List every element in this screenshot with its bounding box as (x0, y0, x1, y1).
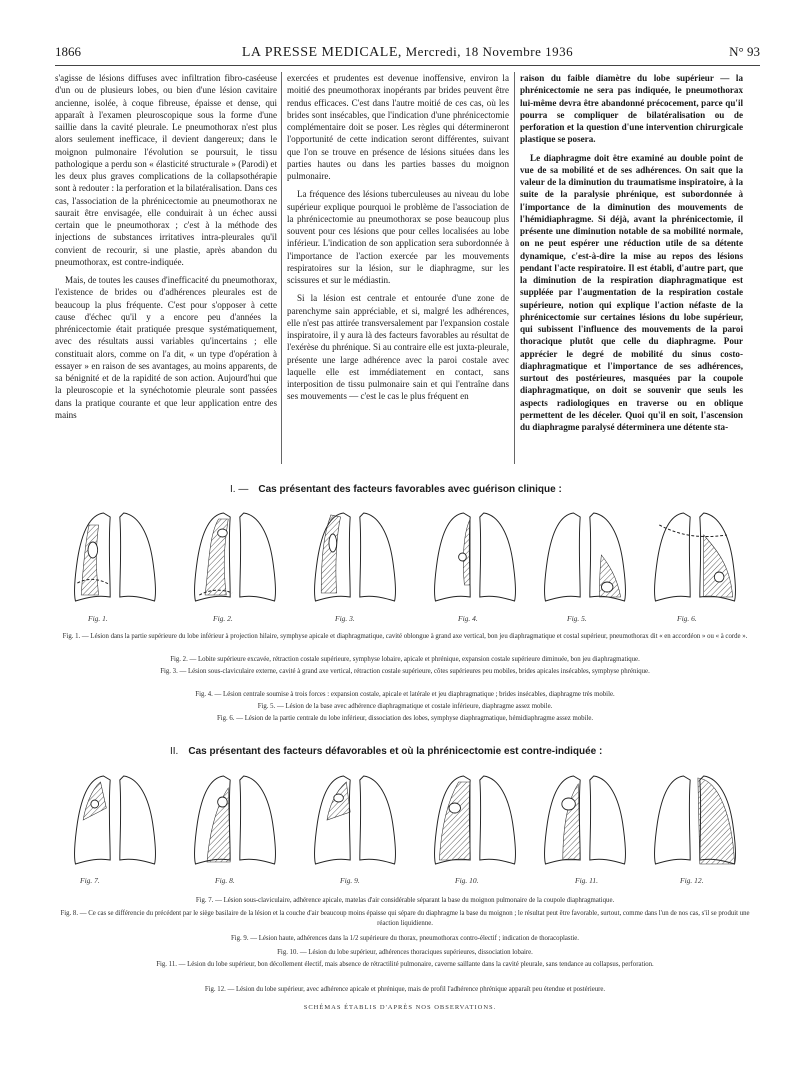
figure-caption: Fig. 1. — Lésion dans la partie supérieure du lobe inférieur à projection hilaire, symphyse apicale et diaphragmatique, cavité oblongue à grand axe vertical, bon jeu diaphragmatique et costal supérieur, pneumothorax dit « en accordéon » ou « à corde ». (62, 633, 748, 640)
text-column-3 (520, 72, 743, 464)
lung-figure (530, 505, 640, 609)
issue-date: Mercredi, 18 Novembre 1936 (405, 44, 574, 59)
cavity (334, 794, 344, 802)
lung-figure (420, 768, 530, 872)
lesion-hatch (81, 525, 98, 595)
cavity (91, 800, 99, 808)
figure-label: Fig. 1. (88, 614, 108, 623)
figure-caption: Fig. 12. — Lésion du lobe supérieur, avec adhérence apicale et phrénique, mais de profil l'adhérence phrénique apparaît peu étendue et postérieure. (204, 986, 606, 993)
figure-row-1 (60, 505, 750, 609)
paragraph: Si la lésion est centrale et entourée d'une zone de parenchyme sain appréciable, et si, malgré les adhérences, elle n'est pas attirée transversalement par l'expansion costale inspiratoire, il y aura là des facteurs favorables au résultat de l'exérèse du phrénique. Si au contraire elle est juxta-pleurale, présente une large adhérence avec la paroi costale avec laquelle elle est immédiatement en contact, sans interposition de tissu pulmonaire sain et qui l'entraîne dans ses mouvements — c'est le cas le plus fréquent en (287, 293, 509, 402)
paragraph: La fréquence des lésions tuberculeuses au niveau du lobe supérieur explique pourquoi le problème de l'association de la phrénicectomie au pneumothorax se pose beaucoup plus souvent pour ces lésions que pour celles localisées au lobe inférieur. L'indication de son application sera subordonnée à l'importance de l'action exercée par les mouvements respiratoires sur la lésion, sur le diaphragme, sur les scissures et sur le médiastin. (287, 189, 509, 285)
cavity (459, 553, 467, 561)
lung-figure (530, 768, 640, 872)
lung-outline (480, 776, 516, 864)
lung-outline (120, 776, 156, 864)
page-header (55, 44, 760, 64)
cavity (601, 582, 613, 592)
figure-caption: Fig. 11. — Lésion du lobe supérieur, bon décollement électif, mais absence de rétractilité pulmonaire, caverne saillante dans la cavité pleurale, sans tendance au collapsus, perforation. (156, 961, 654, 968)
paragraph: raison du faible diamètre du lobe supérieur — la phrénicectomie ne sera pas indiquée, le pneumothorax lui-même devra être abandonné précocement, parce qu'il pourra se compliquer de bilatéralisation ou de perforation et la question d'une intervention chirurgicale plastique se posera. (520, 73, 743, 145)
lung-outline (120, 513, 156, 601)
lung-figure (60, 505, 170, 609)
lung-outline (544, 513, 580, 601)
text-column-2 (287, 72, 509, 464)
issue-number: N° 93 (729, 44, 760, 59)
cavity (714, 572, 724, 582)
figure-label: Fig. 4. (458, 614, 478, 623)
journal-name: LA PRESSE MEDICALE, (241, 45, 402, 60)
figure-caption: Fig. 7. — Lésion sous-claviculaire, adhérence apicale, matelas d'air considérable séparant la base du moignon pulmonaire de la coupole diaphragmatique. (195, 897, 615, 904)
figure-caption: Fig. 5. — Lésion de la base avec adhérence diaphragmatique et costale inférieure, diaphragme assez mobile. (257, 703, 553, 710)
text-column-1 (55, 72, 277, 464)
lesion-hatch (698, 778, 735, 864)
figure-label: Fig. 6. (677, 614, 697, 623)
lung-outline (654, 776, 690, 864)
lung-outline (480, 513, 516, 601)
section-number: I. — (230, 484, 249, 495)
figure-caption: Fig. 3. — Lésion sous-claviculaire externe, cavité à grand axe vertical, rétraction costale supérieure, côtes supérieures peu mobiles, brides apicales insécables, symphyse phrénique. (160, 668, 650, 675)
figures-footnote: SCHÉMAS ÉTABLIS D'APRÈS NOS OBSERVATIONS. (303, 1004, 497, 1011)
lung-figure (640, 768, 750, 872)
lung-figure (640, 505, 750, 609)
lung-figure (420, 505, 530, 609)
figure-label: Fig. 7. (80, 876, 100, 885)
figure-label: Fig. 12. (680, 876, 704, 885)
cavity (329, 534, 337, 552)
lung-figure (300, 505, 410, 609)
figure-caption: Fig. 4. — Lésion centrale soumise à trois forces : expansion costale, apicale et latérale et jeu diaphragmatique ; brides insécables, diaphragme très mobile. (195, 691, 615, 698)
figure-label: Fig. 5. (567, 614, 587, 623)
paragraph: s'agisse de lésions diffuses avec infiltration fibro-caséeuse d'un ou de plusieurs lobes, ou bien d'une lésion cavitaire ancienne, isolée, à coque fibreuse, épaisse et dense, qui apparaît à l'examen pleuroscopique sous la forme d'une saillie dans la cavité pleurale. Le pneumothorax n'est plus alors seulement inefficace, il devient dangereux; dans le moignon pulmonaire l'évolution se poursuit, le tissu pathologique a perdu son « élasticité structurale » (Parodi) et les deux plus graves complications de la collapsothérapie sont à redouter : la perforation et la bilatéralisation. Dans ces cas, l'association de la phrénicectomie au pneumothorax ne saurait être envisagée, elle conduirait à un échec aussi certain que le pneumothorax ; c'est à la méthode des injections de substances irritatives intra-pleurales qu'il convient de recourir, si une plastie, après abandon du pneumothorax, est contre-indiquée. (55, 73, 277, 267)
lung-outline (360, 776, 396, 864)
cavity (449, 803, 461, 813)
section-title: Cas présentant des facteurs défavorables et où la phrénicectomie est contre-indiquée : (188, 746, 603, 757)
lesion-hatch (563, 784, 580, 860)
figure-label: Fig. 10. (455, 876, 479, 885)
paragraph: exercées et prudentes est devenue inoffensive, environ la moitié des pneumothorax inopérants par brides peuvent être rendus efficaces. C'est dans l'autre moitié de ces cas, où les brides sont insécables, que l'indication d'une phrénicectomie complémentaire doit se poser. Les règles qui détermineront l'opportunité de cette indication seront différentes, suivant que l'on se trouve en présence de lésions situées dans les parties hautes ou dans les parties basses du moignon pulmonaire. (287, 73, 509, 181)
lung-outline (590, 776, 626, 864)
figure-caption: Fig. 2. — Lobite supérieure excavée, rétraction costale supérieure, symphyse lobaire, apicale et phrénique, expansion costale supérieure diminuée, bon jeu diaphragmatique. (170, 656, 640, 663)
figure-row-2 (60, 768, 750, 872)
figure-label: Fig. 2. (213, 614, 233, 623)
figure-caption: Fig. 9. — Lésion haute, adhérences dans la 1/2 supérieure du thorax, pneumothorax contro-électif ; indication de thoracoplastie. (230, 935, 580, 942)
page-number: 1866 (55, 44, 81, 59)
lesion-hatch (439, 782, 470, 860)
lung-figure (180, 505, 290, 609)
figure-label: Fig. 9. (340, 876, 360, 885)
paragraph: Le diaphragme doit être examiné au double point de vue de sa mobilité et de ses adhérences. On sait que la valeur de la diminution du traumatisme inspiratoire, à la suite de la paralysie phrénique, est subordonnée à l'importance de la diminution des mouvements de l'hémidiaphragme. Si déjà, avant la phrénicectomie, il présente une diminution notable de sa mobilité normale, on ne peut espérer une réduction utile de sa détente dynamique, c'est-à-dire la mise au repos des lésions pendant l'acte respiratoire. Il est établi, d'autre part, que la diminution de la respiration diaphragmatique est suppléée par l'augmentation de la respiration costale supérieure, notion qui explique l'action néfaste de la phrénicectomie sur certaines lésions du lobe supérieur, qui subissent l'influence des mouvements de la paroi thoracique plutôt que celle du diaphragme. Pour apprécier le degré de mobilité du sinus costo-diaphragmatique et l'importance de ses adhérences, surtout des postérieures, masquées par la coupole diaphragmatique, on doit se souvenir que seuls les aspects radiologiques en traverse ou en oblique permettent de les déceler. Quoi qu'il en soit, l'ascension du diaphragme paralysé déterminera une détente sta- (520, 152, 743, 432)
section-title: Cas présentant des facteurs favorables avec guérison clinique : (258, 484, 562, 495)
cavity (562, 798, 576, 810)
lung-outline (74, 776, 110, 864)
lung-figure (180, 768, 290, 872)
section-1-heading (55, 484, 760, 495)
cavity (218, 797, 228, 807)
section-number: II. (170, 746, 179, 757)
lung-outline (240, 513, 276, 601)
diaphragm-line (659, 525, 727, 537)
section-2-heading (55, 746, 760, 757)
lesion-hatch (463, 519, 470, 585)
cavity (218, 529, 228, 537)
running-title (55, 44, 760, 61)
figure-caption: Fig. 8. — Ce cas se différencie du précédent par le siège basilaire de la lésion et la couche d'air beaucoup moins épaisse qui sépare du diaphragme la base du moignon ; le résultat peut être favorable, surtout, comme dans l'un de nos cas, s'il se produit une réaction liquidienne. (60, 910, 750, 927)
column-divider (281, 72, 282, 464)
figure-caption: Fig. 6. — Lésion de la partie centrale du lobe inférieur, dissociation des lobes, symphyse diaphragmatique, hémidiaphragme assez mobile. (216, 715, 594, 722)
lung-outline (360, 513, 396, 601)
lung-outline (654, 513, 690, 601)
cavity (88, 542, 98, 558)
figure-label: Fig. 3. (335, 614, 355, 623)
lung-figure (300, 768, 410, 872)
paragraph: Mais, de toutes les causes d'inefficacité du pneumothorax, l'existence de brides ou d'adhérences pleurales est de beaucoup la plus fréquente. C'est pour s'opposer à cette cause d'échec qu'il y a encore peu d'années la phrénicectomie était pratiquée presque systématiquement, avec des résultats aussi variables qu'incertains ; elle constituait alors, comme on l'a dit, « un type d'opération à essayer » en raison de ses avantages, au moins apparents, de sa bénignité et de la rapidité de son action. Aujourd'hui que la pleuroscopie et la synéchotomie pleurale sont passées dans la pratique courante et que leur application entre des mains (55, 275, 277, 420)
figure-label: Fig. 11. (575, 876, 598, 885)
lung-figure (60, 768, 170, 872)
lung-outline (240, 776, 276, 864)
header-rule (55, 65, 760, 66)
column-divider (514, 72, 515, 464)
lesion-hatch (704, 535, 733, 597)
lesion-hatch (321, 515, 340, 593)
figure-caption: Fig. 10. — Lésion du lobe supérieur, adhérences thoraciques supérieures, dissociation lobaire. (277, 949, 533, 956)
figure-label: Fig. 8. (215, 876, 235, 885)
